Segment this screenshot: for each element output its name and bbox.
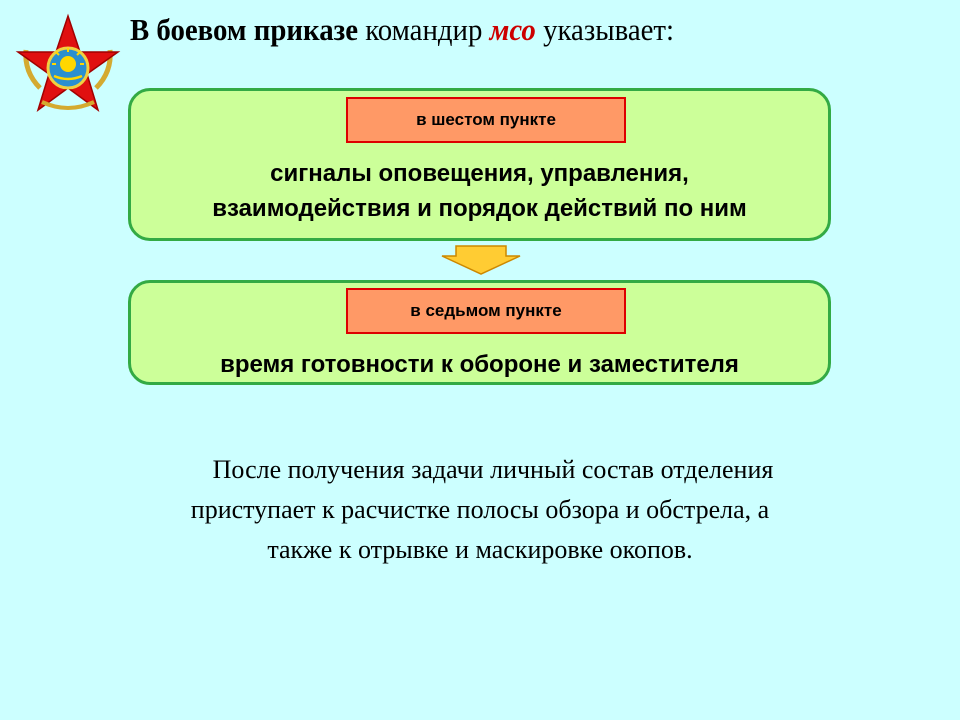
sixth-point-panel [128,88,831,241]
title-tail: указывает: [543,12,675,47]
body-line-1 [100,450,860,490]
body-paragraph [100,450,860,570]
seventh-point-text [131,347,828,382]
body-line-3: также к отрывке и маскировке окопов. [267,535,693,564]
sixth-point-line-2: взаимодействия и порядок действий по ним [212,195,747,222]
title-normal: командир [365,12,483,47]
star-emblem-icon [12,10,124,120]
sixth-point-line-1: сигналы оповещения, управления, [270,160,689,187]
body-line-1-text: После получения задачи личный состав отделения [212,455,774,484]
title-bold: В боевом приказе [130,12,358,47]
seventh-point-line-1: время готовности к обороне и заместителя [220,351,739,378]
page-title [130,12,893,48]
seventh-point-panel [128,280,831,385]
sixth-point-tag: в шестом пункте [346,97,626,143]
down-arrow-icon [440,244,522,276]
title-highlight: мсо [489,12,536,47]
sixth-point-text [131,156,828,226]
body-line-2: приступает к расчистке полосы обзора и обстрела, а [190,495,770,524]
seventh-point-tag: в седьмом пункте [346,288,626,334]
